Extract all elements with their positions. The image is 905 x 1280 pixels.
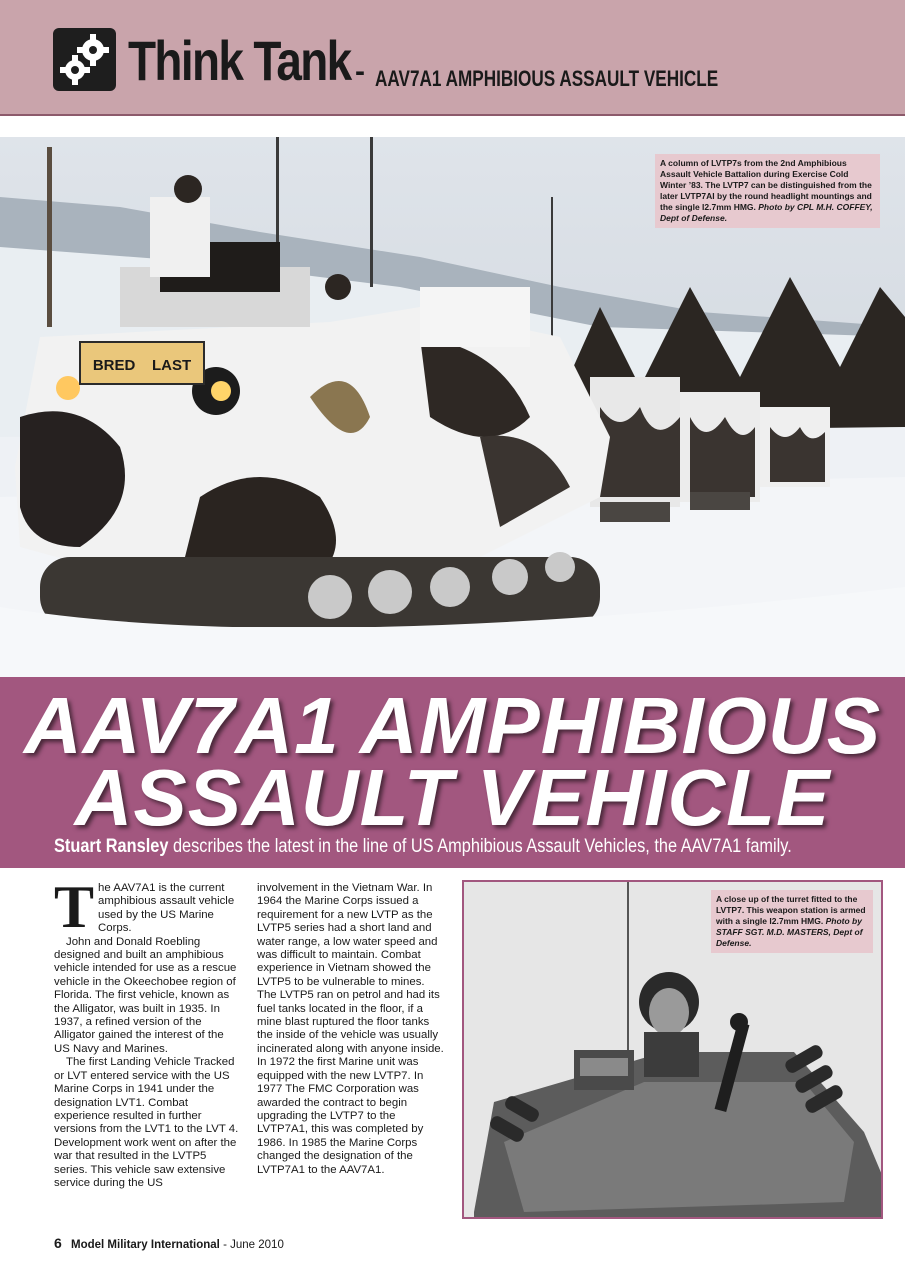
section-subtitle: AAV7A1 AMPHIBIOUS ASSAULT VEHICLE bbox=[375, 66, 719, 91]
vehicle-sign: BRED LAST bbox=[92, 357, 192, 374]
article-title-line2: ASSAULT VEHICLE bbox=[74, 753, 831, 842]
standfirst bbox=[54, 836, 792, 858]
paragraph-1 bbox=[54, 874, 242, 940]
inset-photo-credit: Photo by STAFF SGT. M.D. MASTERS, Dept of Defense. bbox=[716, 916, 863, 948]
gears-icon bbox=[53, 28, 116, 91]
author-name: Stuart Ransley bbox=[54, 836, 169, 857]
body-column-2 bbox=[257, 882, 447, 1177]
section-title: Think Tank bbox=[128, 29, 351, 92]
hero-caption-text: A column of LVTP7s from the 2nd Amphibious Assault Vehicle Battalion during Exercise Cold Winter ’83. The LVTP7 can be distinguished from the later LVTP7AI by the round headlight mountings and the single I2.7mm HMG. bbox=[660, 158, 872, 212]
paragraph-3: The first Landing Vehicle Tracked or LVT entered service with the US Marine Corps in 1941 under the designation LVT1. Combat experience resulted in further versions from the LVT1 to the LVT 4. Development work went on after the war that resulted in the LVTP5 series. This vehicle saw extensive service during the US bbox=[54, 1056, 239, 1189]
article-title-line1: AAV7A1 AMPHIBIOUS bbox=[23, 681, 882, 770]
body-column-1 bbox=[54, 874, 242, 1190]
inset-caption bbox=[711, 890, 873, 953]
hero-caption bbox=[655, 154, 880, 228]
inset-caption-text: A close up of the turret fitted to the LVTP7. This weapon station is armed with a single I2.7mm HMG. bbox=[716, 894, 866, 926]
drop-cap: T bbox=[54, 874, 95, 940]
title-separator: - bbox=[355, 55, 365, 88]
hero-photo-credit: Photo by CPL M.H. COFFEY, Dept of Defense. bbox=[660, 202, 873, 223]
paragraph-4: involvement in the Vietnam War. In 1964 the Marine Corps issued a requirement for a new LVTP as the LVTP5 series had a short land and water range, a low water speed and was difficult to maintain. Combat experience in Vietnam showed the LVTP5 to be vulnerable to mines. The LVTP5 ran on petrol and had its fuel tanks located in the floor, if a mine blast ruptured the floor tanks the inside of the vehicle was usually incinerated along with anyone inside. In 1972 the first Marine unit was equipped with the new LVTP7. In 1977 The FMC Corporation was awarded the contract to begin upgrading the LVTP7 to the LVTP7A1, this was completed by 1986. In 1985 the Marine Corps changed the designation of the LVTP7A1 to the AAV7A1. bbox=[257, 882, 444, 1176]
page-footer bbox=[54, 1235, 284, 1251]
paragraph-1-text: he AAV7A1 is the current amphibious assault vehicle used by the US Marine Corps. bbox=[98, 882, 235, 935]
standfirst-text: describes the latest in the line of US Amphibious Assault Vehicles, the AAV7A1 family. bbox=[172, 836, 792, 857]
page-number: 6 bbox=[54, 1235, 62, 1251]
magazine-name: Model Military International bbox=[71, 1239, 220, 1251]
issue-date: - June 2010 bbox=[223, 1239, 284, 1251]
paragraph-2: John and Donald Roebling designed and built an amphibious vehicle intended for use as a rescue vehicle in the Okeechobee region of Florida. The first vehicle, known as the Alligator, was built in 1935. In 1937, a refined version of the Alligator gained the interest of the US Navy and Marines. bbox=[54, 935, 237, 1055]
